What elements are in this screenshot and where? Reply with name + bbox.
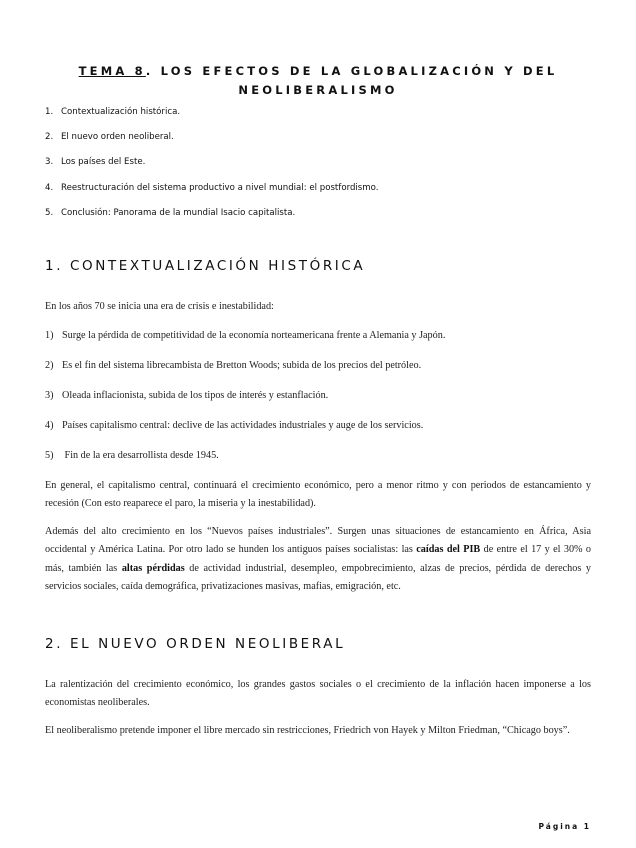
section-2-paragraph: La ralentización del crecimiento económico, los grandes gastos sociales o el crecimiento de la inflación hacen imponerse a los economistas neoliberales. [45, 679, 591, 709]
section-1-intro: En los años 70 se inicia una era de crisis e inestabilidad: [45, 301, 274, 312]
toc-item-text: Reestructuración del sistema productivo a nivel mundial: el postfordismo. [61, 182, 379, 193]
toc-item-text: El nuevo orden neoliberal. [61, 132, 174, 143]
list-item-number: 3) [45, 390, 54, 401]
title-topic-number: TEMA 8 [78, 64, 146, 78]
toc-item-number: 2. [45, 132, 54, 143]
toc-item-number: 5. [45, 207, 54, 218]
list-item-number: 5) [45, 450, 54, 461]
list-item-text: Oleada inflacionista, subida de los tipos de interés y estanflación. [62, 390, 329, 401]
list-item [45, 450, 591, 461]
list-item-text: Países capitalismo central: declive de las actividades industriales y auge de los servicios. [62, 420, 424, 431]
toc-item-text: Conclusión: Panorama de la mundial Isacio capitalista. [61, 207, 296, 218]
toc-item [45, 132, 605, 157]
title-text-line2: NEOLIBERALISMO [238, 83, 398, 97]
list-item [45, 420, 591, 431]
document-title [40, 62, 596, 100]
table-of-contents [45, 107, 605, 233]
list-item-number: 1) [45, 330, 54, 341]
toc-item-text: Los países del Este. [61, 157, 146, 168]
list-item [45, 390, 591, 401]
section-1-heading: 1. CONTEXTUALIZACIÓN HISTÓRICA [45, 258, 366, 274]
paragraph-text: de entre el 17 y el 30% o más, también las [45, 544, 591, 574]
list-item-number: 2) [45, 360, 54, 371]
bold-text: caídas del PIB [416, 544, 481, 556]
list-item [45, 360, 591, 371]
section-1-paragraph: En general, el capitalismo central, continuará el crecimiento económico, pero a menor ritmo y con periodos de estancamiento y recesión (Con esto reaparece el paro, la miseria y la inestabilidad). [45, 480, 591, 510]
toc-item [45, 208, 605, 233]
list-item-text: Fin de la era desarrollista desde 1945. [62, 450, 219, 461]
toc-item-text: Contextualización histórica. [61, 107, 181, 117]
page-number: Página 1 [538, 822, 591, 831]
toc-item-number: 1. [45, 107, 54, 117]
bold-text: altas pérdidas [121, 562, 185, 574]
toc-item [45, 107, 605, 132]
list-item-number: 4) [45, 420, 54, 431]
section-1-paragraph [45, 523, 591, 596]
section-2-heading: 2. EL NUEVO ORDEN NEOLIBERAL [45, 636, 346, 652]
toc-item [45, 157, 605, 182]
list-item-text: Es el fin del sistema librecambista de Bretton Woods; subida de los precios del petróleo. [62, 360, 422, 371]
paragraph-text: Además del alto crecimiento en los “Nuevos países industriales”. Surgen unas situaciones de estancamiento en África, Asia occidental y América Latina. Por otro lado se hunden los antiguos países socialistas: las [45, 526, 591, 556]
title-text: . LOS EFECTOS DE LA GLOBALIZACIÓN Y DEL [145, 64, 558, 78]
toc-item-number: 4. [45, 182, 54, 193]
list-item [45, 330, 591, 341]
paragraph-text: de actividad industrial, desempleo, empobrecimiento, alzas de precios, pérdida de derechos y servicios sociales, caída demográfica, privatizaciones masivas, mafias, emigración, etc. [45, 562, 591, 592]
toc-item [45, 183, 605, 208]
list-item-text: Surge la pérdida de competitividad de la economía norteamericana frente a Alemania y Japón. [62, 330, 446, 341]
toc-item-number: 3. [45, 157, 54, 168]
section-2-paragraph: El neoliberalismo pretende imponer el libre mercado sin restricciones, Friedrich von Hayek y Milton Friedman, “Chicago boys”. [45, 725, 570, 736]
